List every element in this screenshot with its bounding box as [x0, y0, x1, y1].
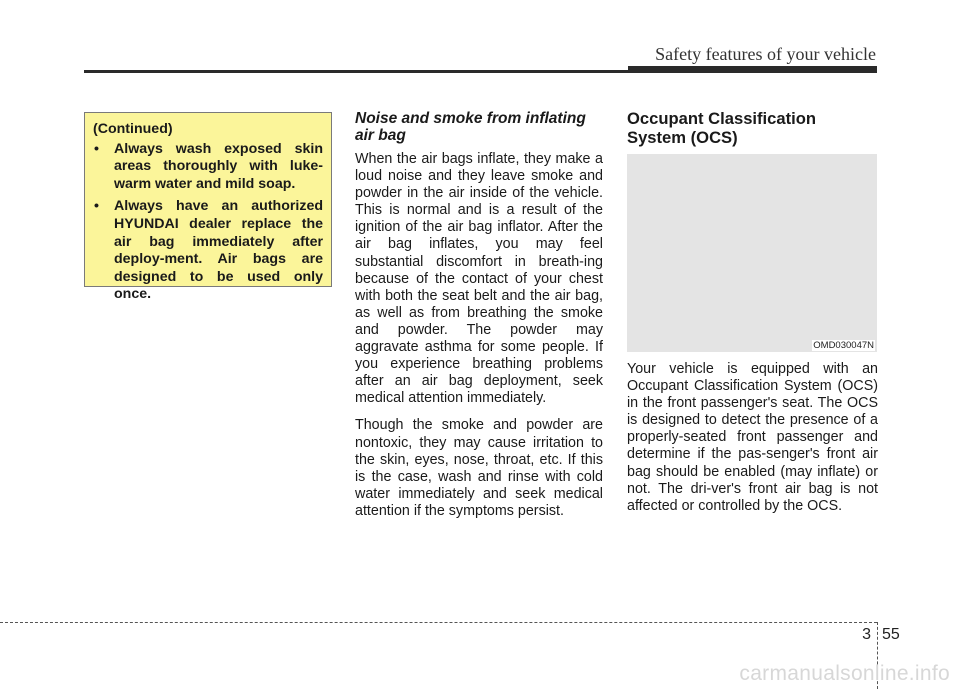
chapter-number: 3: [862, 626, 871, 643]
running-header-title: Safety features of your vehicle: [655, 44, 876, 64]
warning-heading: (Continued): [93, 121, 173, 137]
warning-list: [93, 141, 323, 304]
ocs-paragraph: Your vehicle is equipped with an Occupant Classification System (OCS) in the front passenger's seat. The OCS is designed to detect the presence of a properly-seated front passenger and determine if the pas-senger's front air bag should be enabled (may inflate) or not. The dri-ver's front air bag is not affected or controlled by the OCS.: [627, 361, 878, 514]
noise-section: [355, 110, 603, 530]
watermark: carmanualsonline.info: [739, 662, 950, 685]
footer-dashed-rule: [0, 622, 877, 623]
page-number: 55: [882, 626, 900, 643]
noise-heading: Noise and smoke from inflating air bag: [355, 110, 586, 144]
header-rule: [84, 70, 877, 73]
ocs-heading: Occupant Classification System (OCS): [627, 109, 817, 147]
warning-box: [84, 112, 332, 303]
noise-paragraph: Though the smoke and powder are nontoxic, they may cause irritation to the skin, eyes, nose, throat, etc. If this is the case, wash and rinse with cold water immediately and seek medical attention if the symptoms persist.: [355, 417, 603, 519]
figure-code: OMD030047N: [813, 340, 874, 351]
ocs-figure: [627, 154, 877, 352]
noise-paragraph: When the air bags inflate, they make a loud noise and they leave smoke and powder in the air inside of the vehicle. This is normal and is a result of the ignition of the air bag inflator. After the air bag inflates, you may feel substantial discomfort in breath-ing because of the contact of your chest with both the seat belt and the air bag, as well as from breathing the smoke and powder. The powder may aggravate asthma for some people. If you experience breathing problems after an air bag deployment, seek medical attention immediately.: [355, 151, 603, 407]
ocs-section: [627, 110, 878, 525]
warning-item: • Always wash exposed skin areas thoroughly with luke-warm water and mild soap.: [93, 141, 323, 194]
warning-item: • Always have an authorized HYUNDAI dealer replace the air bag immediately after deploy-ment. Air bags are designed to be used only once.: [93, 198, 323, 304]
